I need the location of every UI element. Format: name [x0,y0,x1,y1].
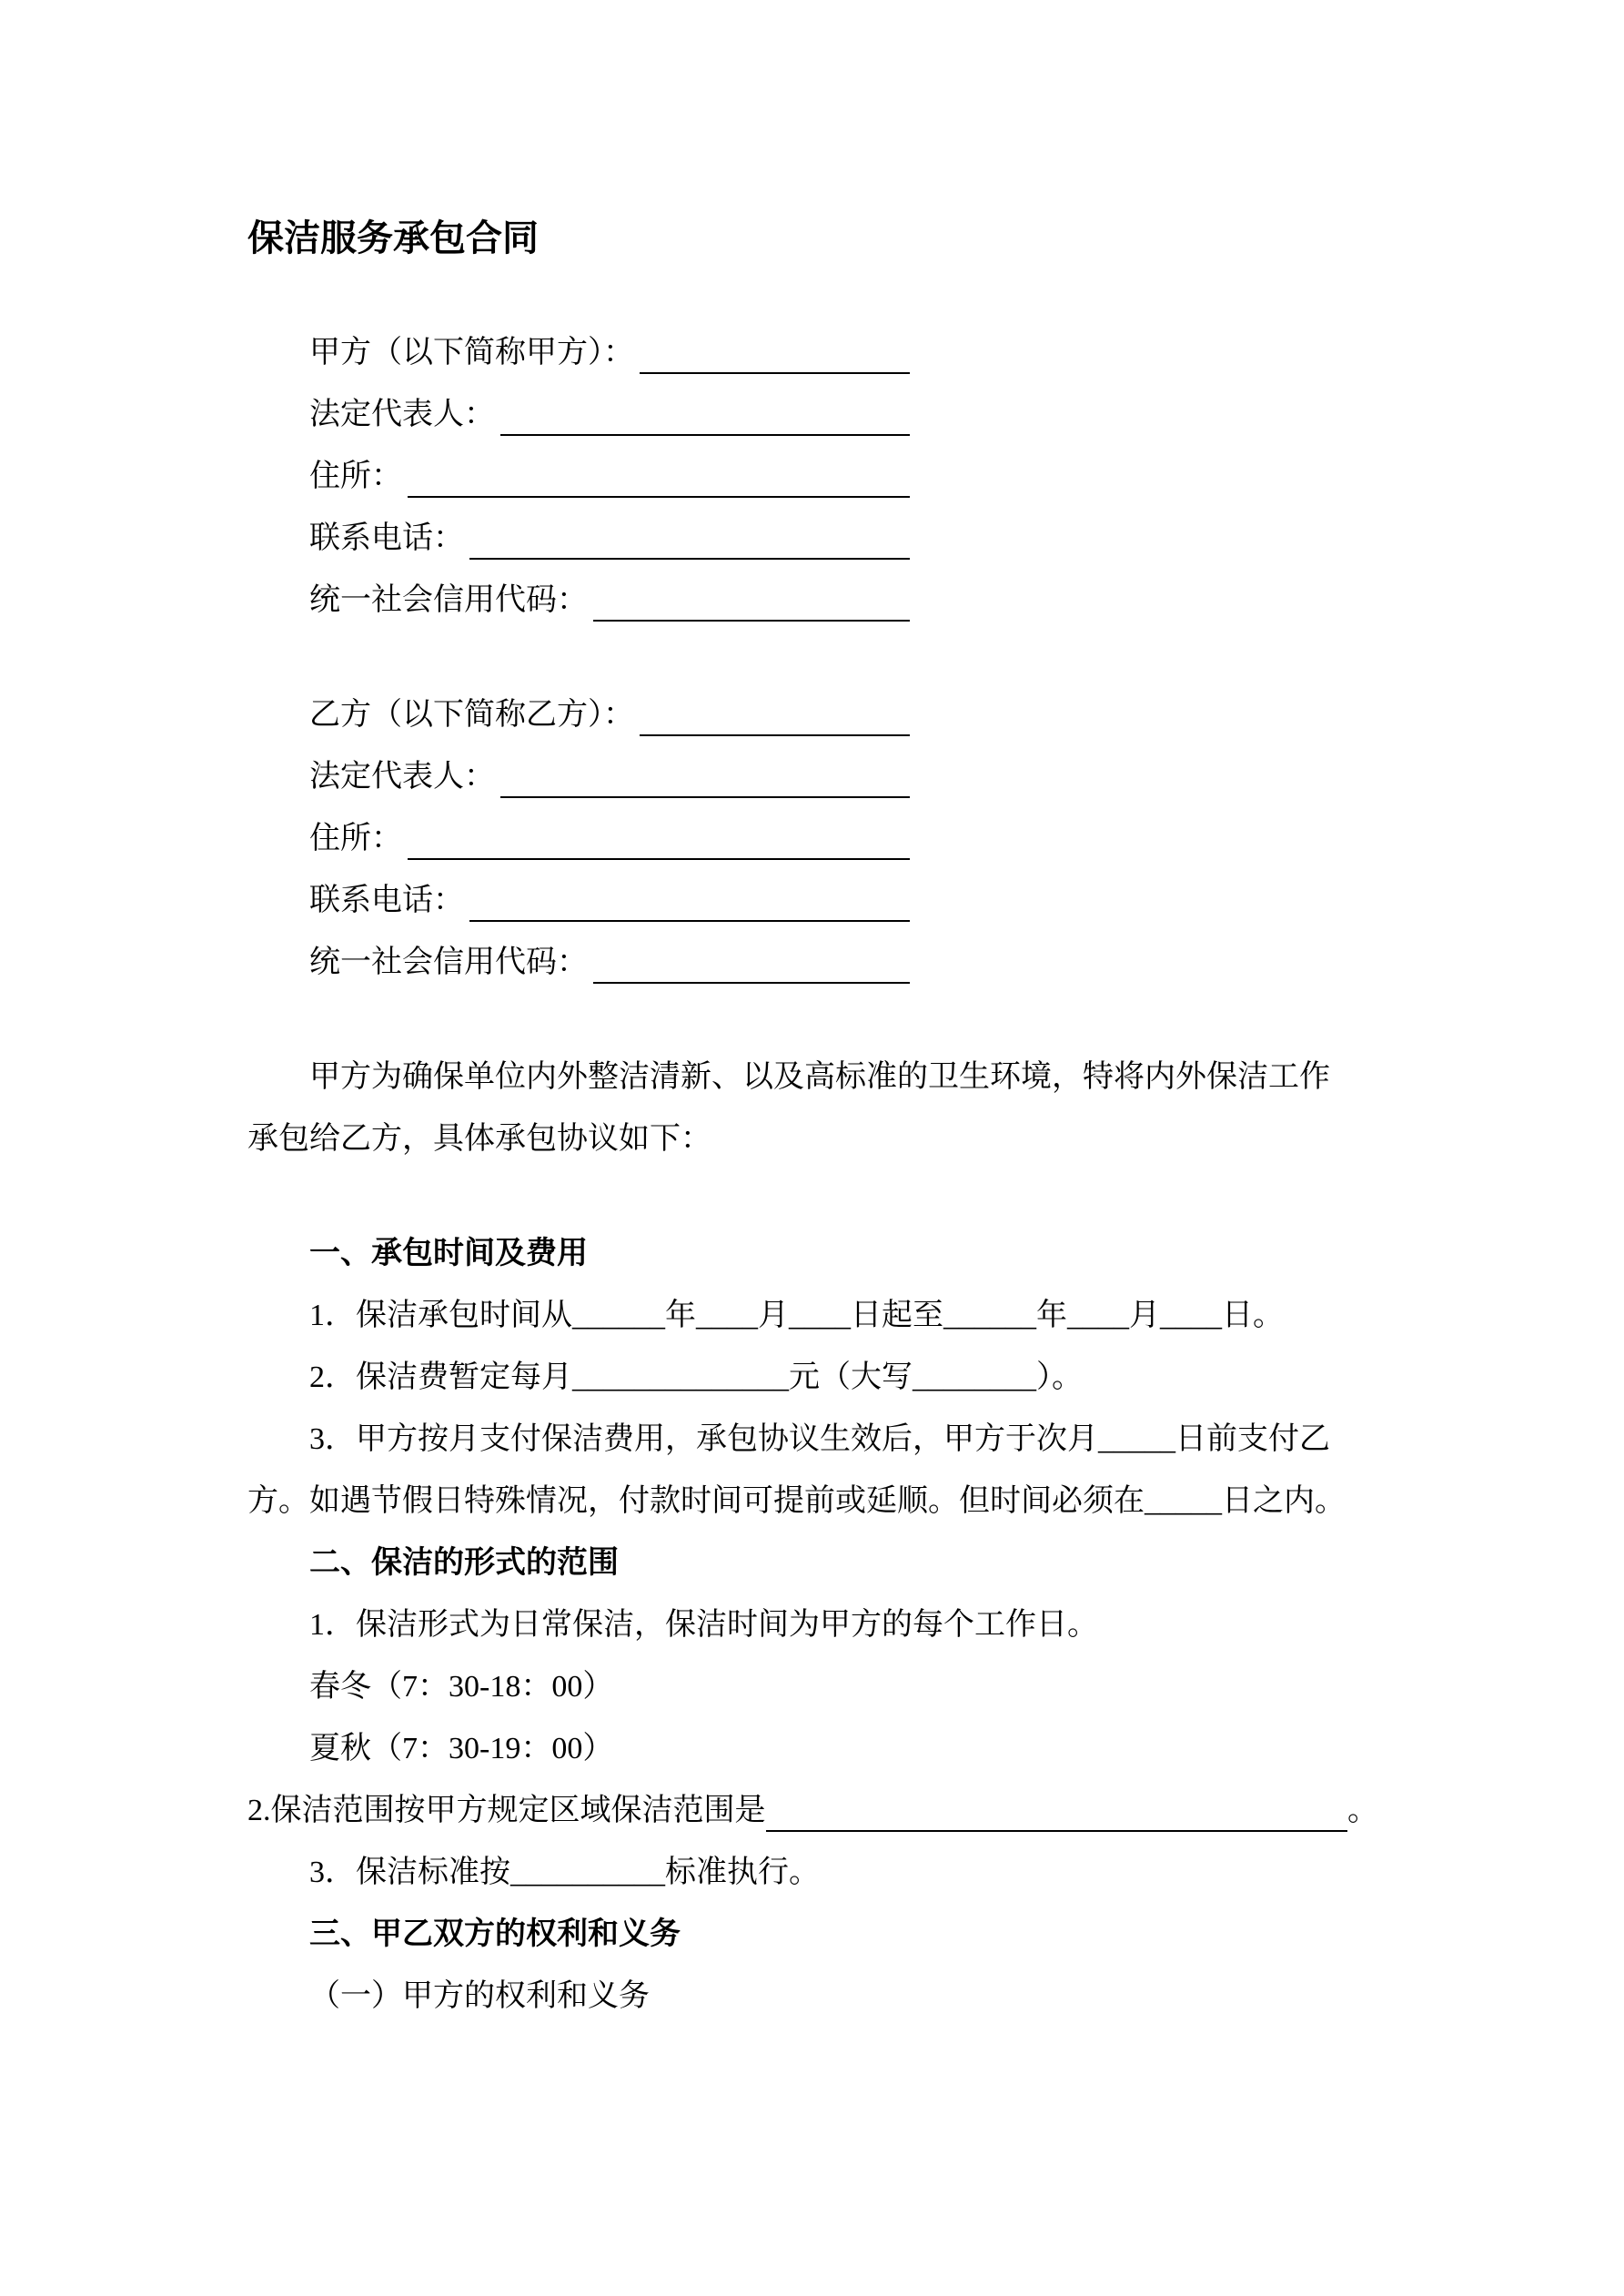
section-2-schedule-summer: 夏秋（7：30-19：00） [309,1732,614,1765]
party-b-address-blank [402,808,910,870]
party-b-representative-row [247,746,910,808]
party-b-name-row [247,684,910,746]
party-a-representative-blank [495,384,910,446]
party-a-name-label: 甲方（以下简称甲方）： [309,336,634,369]
section-2-item-2-text: 2.保洁范围按甲方规定区域保洁范围是 [247,1794,766,1827]
party-b-credit-code-blank [588,932,910,994]
party-a-credit-code-blank [588,570,910,632]
section-2-schedule-winter: 春冬（7：30-18：00） [309,1670,614,1704]
party-b-phone-blank [464,870,910,932]
party-a-name-blank [634,322,910,384]
section-3-heading: 三、甲乙双方的权利和义务 [309,1917,681,1951]
section-2-item-1: 1．保洁形式为日常保洁，保洁时间为甲方的每个工作日。 [309,1608,1098,1642]
spacer [247,1170,1378,1223]
party-a-name-row [247,322,910,384]
section-2-item-2-period: 。 [1347,1794,1378,1827]
party-a-representative-label: 法定代表人： [309,398,495,431]
party-a-address-blank [402,446,910,508]
spacer [247,632,1378,684]
party-a-credit-code-label: 统一社会信用代码： [309,583,588,617]
party-a-address-row [247,446,910,508]
party-a-phone-row [247,508,910,570]
section-1-item-2: 2．保洁费暂定每月______________元（大写________）。 [309,1360,1083,1394]
party-b-representative-blank [495,746,910,808]
section-2-heading: 二、保洁的形式的范围 [309,1546,619,1580]
party-b-address-row [247,808,910,870]
spacer [247,994,1378,1047]
section-2-item-2 [247,1780,1378,1842]
party-b-credit-code-label: 统一社会信用代码： [309,946,588,979]
party-a-phone-label: 联系电话： [309,521,464,555]
party-b-credit-code-row [247,932,910,994]
party-a-credit-code-row [247,570,910,632]
document-title: 保洁服务承包合同 [247,217,539,258]
party-b-phone-row [247,870,910,932]
section-2-item-2-blank [766,1780,1348,1842]
section-1-item-1: 1．保洁承包时间从______年____月____日起至______年____月____日。 [309,1299,1284,1332]
party-a-phone-blank [464,508,910,570]
section-2-item-3: 3．保洁标准按__________标准执行。 [309,1856,820,1889]
party-b-address-label: 住所： [309,822,402,855]
party-b-name-blank [634,684,910,746]
contract-content [247,207,1378,2028]
intro-paragraph-line-2: 承包给乙方，具体承包协议如下： [247,1122,711,1156]
party-a-address-label: 住所： [309,460,402,493]
party-b-representative-label: 法定代表人： [309,760,495,794]
section-1-item-3-line-2: 方。如遇节假日特殊情况，付款时间可提前或延顺。但时间必须在_____日之内。 [247,1484,1346,1518]
party-b-phone-label: 联系电话： [309,884,464,917]
section-1-item-3-line-1: 3．甲方按月支付保洁费用，承包协议生效后，甲方于次月_____日前支付乙 [309,1422,1330,1456]
section-3-sub-1: （一）甲方的权利和义务 [309,1979,650,2013]
party-b-name-label: 乙方（以下简称乙方）： [309,698,634,732]
party-a-representative-row [247,384,910,446]
spacer [247,269,1378,322]
section-1-heading: 一、承包时间及费用 [309,1237,588,1270]
intro-paragraph-line-1: 甲方为确保单位内外整洁清新、以及高标准的卫生环境，特将内外保洁工作 [309,1060,1330,1094]
